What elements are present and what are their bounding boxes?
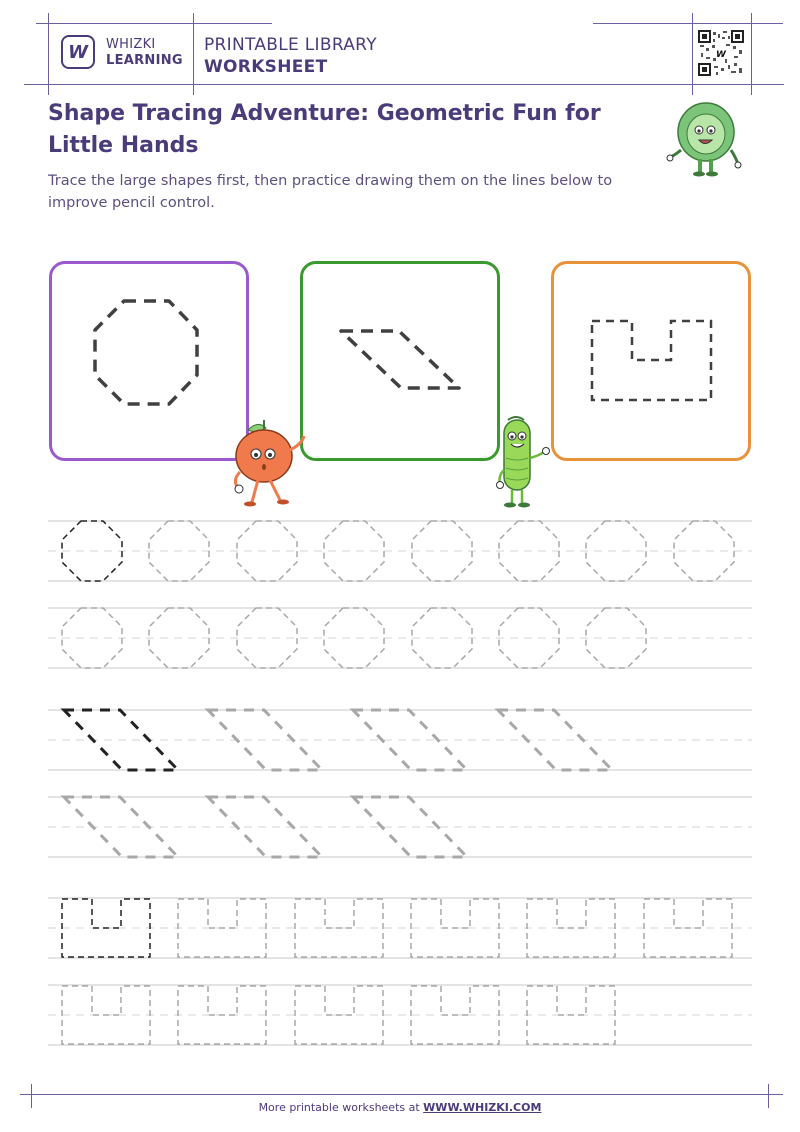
footer-text: More printable worksheets at <box>258 1101 424 1114</box>
footer-website-link[interactable]: WWW.WHIZKI.COM <box>423 1101 542 1114</box>
u-shape-trace-shape <box>554 264 748 458</box>
footer <box>0 1101 800 1114</box>
qr-code-icon <box>698 30 744 76</box>
pea-pod-mascot <box>494 414 558 510</box>
practice-area <box>0 510 800 1060</box>
whizki-logo <box>61 35 95 69</box>
practice-row-u-shape-2 <box>48 985 752 1045</box>
header-top-line-right <box>593 23 783 24</box>
svg-text:W: W <box>716 50 726 60</box>
parallelogram-trace-shape <box>303 264 497 458</box>
header-divider-left <box>48 13 49 95</box>
practice-row-octagon-2 <box>48 608 752 668</box>
cabbage-mascot <box>666 94 746 178</box>
logo-letter: W <box>68 41 88 63</box>
library-label: PRINTABLE LIBRARY <box>204 35 377 55</box>
header-divider-qr-left <box>692 13 693 95</box>
u-shape-card <box>551 261 751 461</box>
footer-line <box>20 1094 783 1095</box>
practice-row-parallelogram-2 <box>48 797 752 857</box>
octagon-trace-shape <box>52 264 246 458</box>
worksheet-label: WORKSHEET <box>204 57 328 77</box>
parallelogram-card <box>300 261 500 461</box>
practice-row-parallelogram-1 <box>48 710 752 770</box>
header-bottom-line <box>24 84 784 85</box>
peach-mascot <box>226 414 316 510</box>
brand-subname: LEARNING <box>106 53 183 68</box>
practice-row-u-shape-1 <box>48 898 752 958</box>
header-divider-qr-right <box>751 13 752 95</box>
header-top-line <box>36 23 272 24</box>
brand-name: WHIZKI <box>106 37 156 52</box>
octagon-card <box>49 261 249 461</box>
worksheet-title: Shape Tracing Adventure: Geometric Fun for Little Hands <box>48 101 601 158</box>
worksheet-instructions: Trace the large shapes first, then practice drawing them on the lines below to improve pencil control. <box>48 173 613 211</box>
header-divider-mid <box>193 13 194 95</box>
practice-row-octagon-1 <box>48 521 752 581</box>
